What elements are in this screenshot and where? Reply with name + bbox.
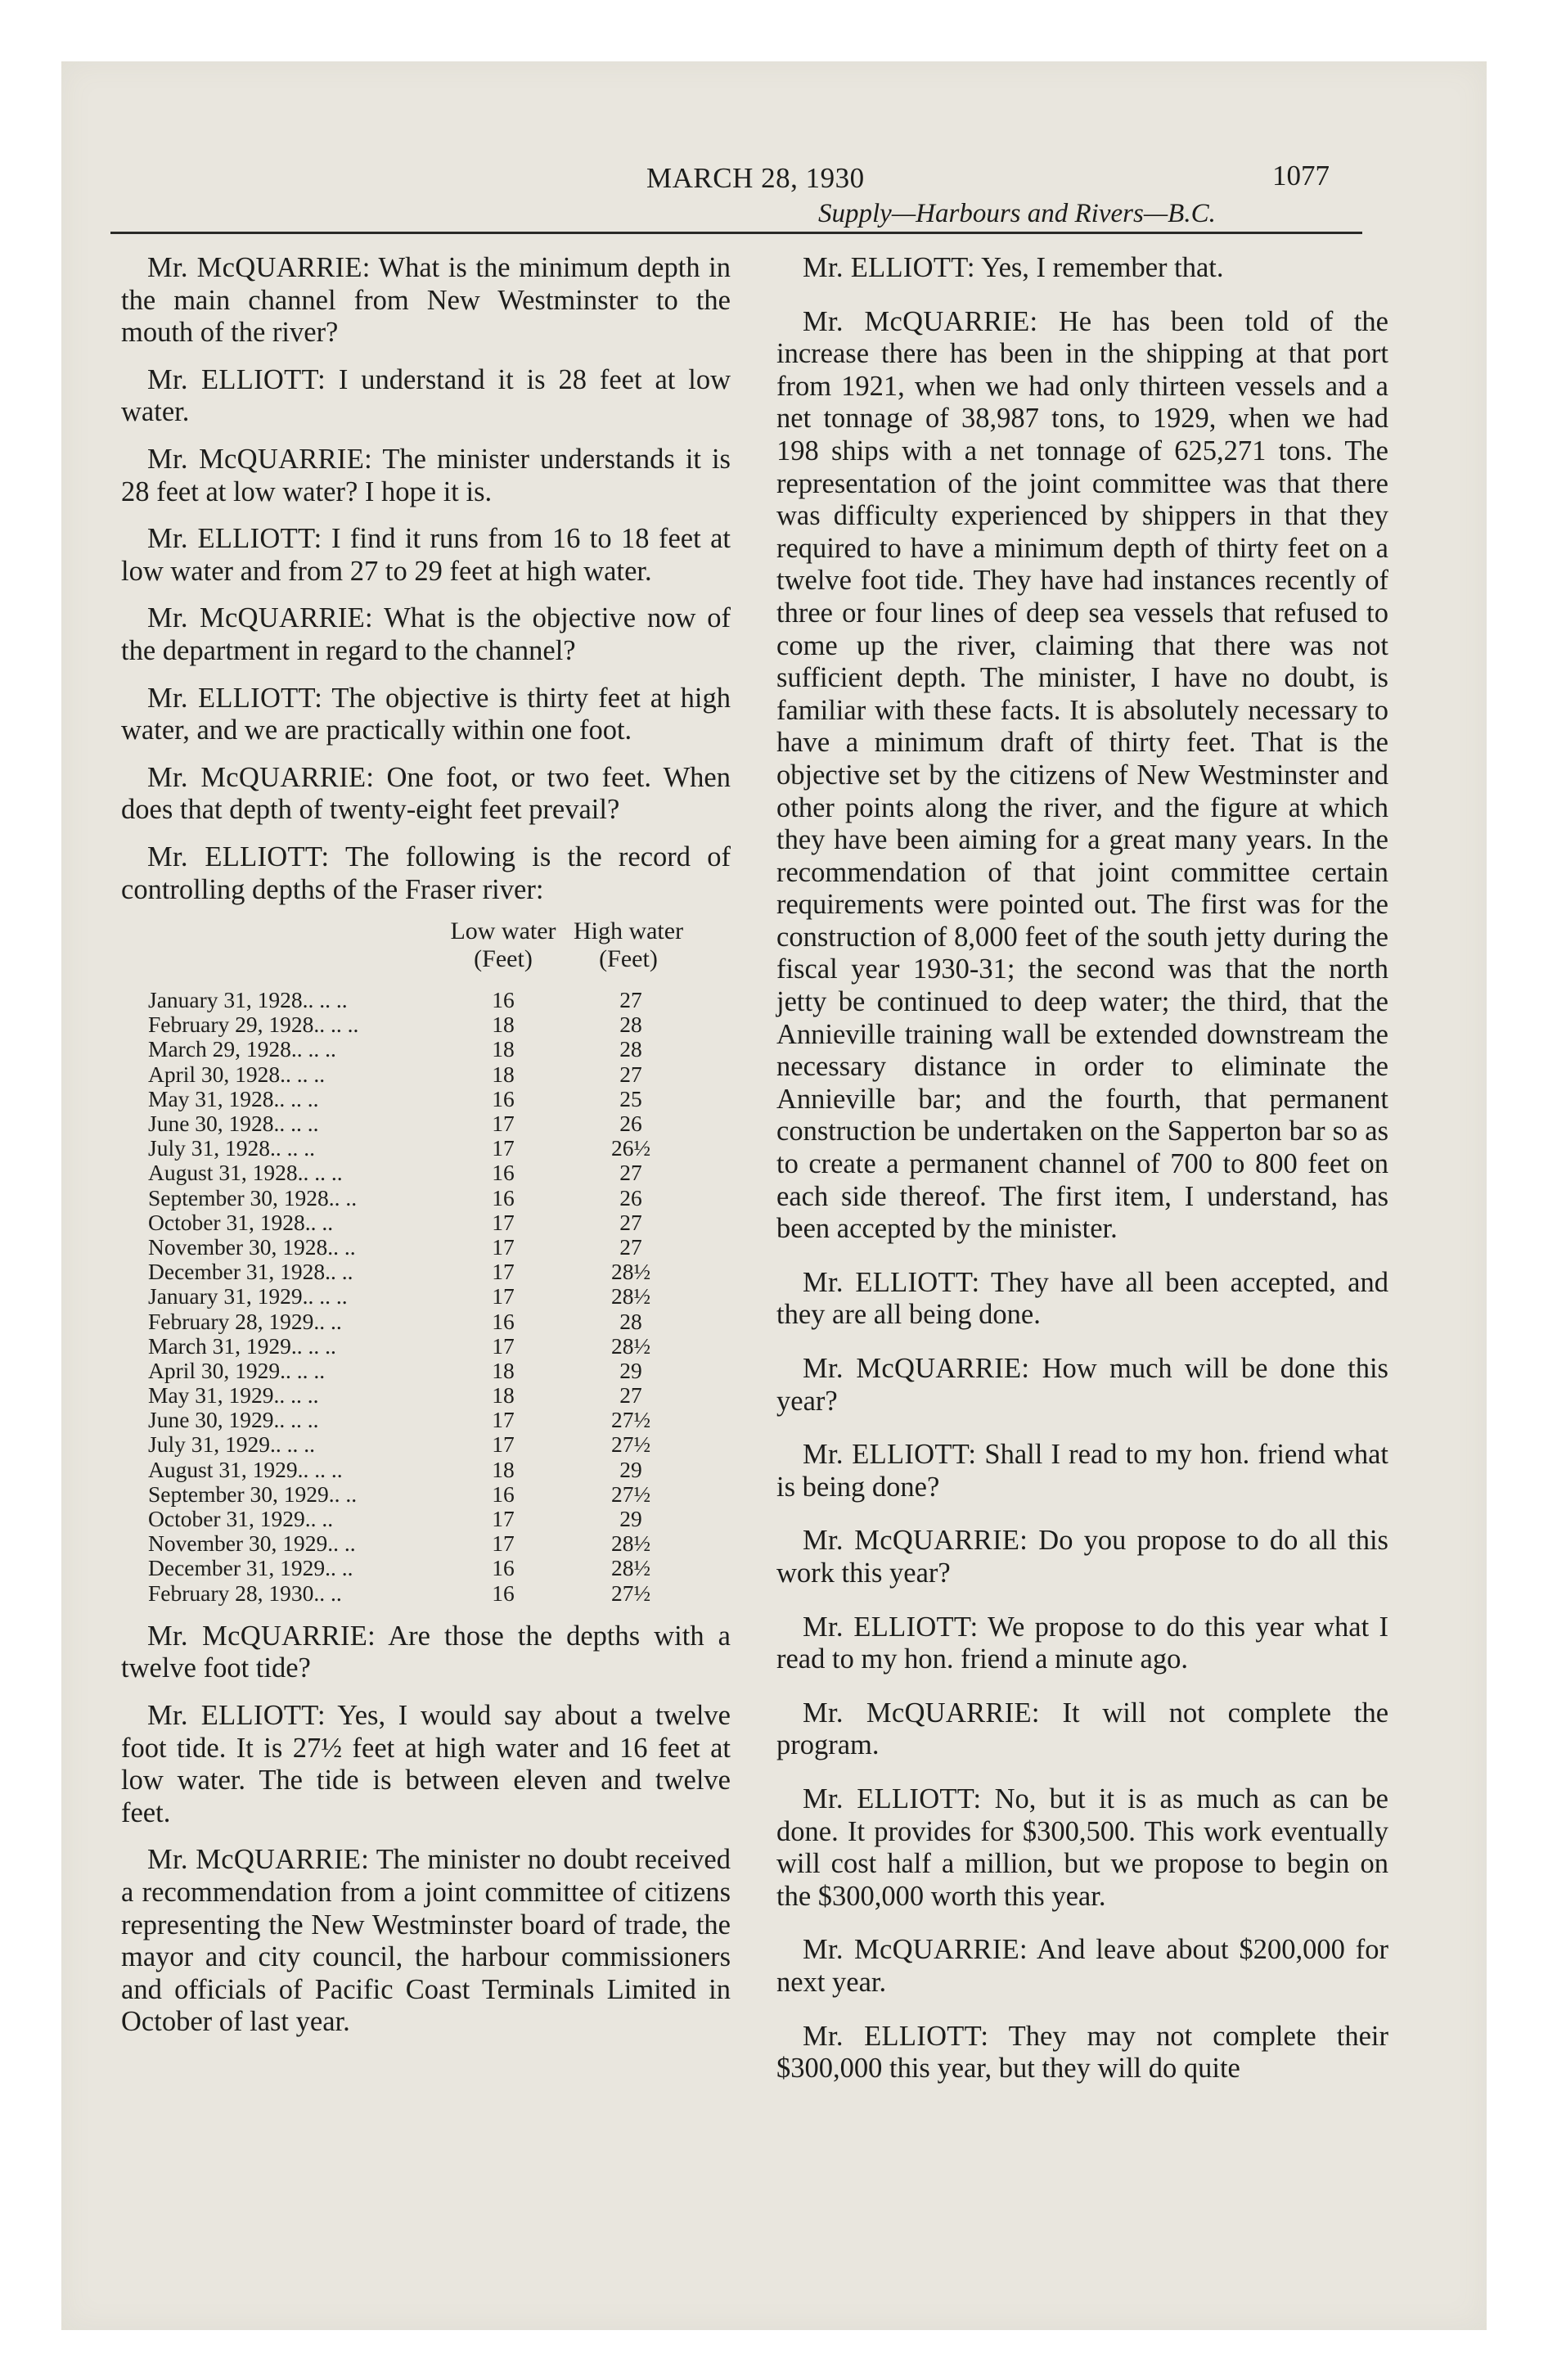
speech-paragraph bbox=[121, 1844, 731, 2039]
speech-text: He has been told of the increase there has been in the shipping at that port from 1921, when we had only thirteen vessels and a net tonnage of 38,987 tons, to 1929, when we had 198 ships with a net tonnage of 625,271 tons. The representation of the joint committee was that there was difficulty experienced by shippers in that they required to have a minimum depth of thirty feet on a twelve foot tide. They have had instances recently of three or four lines of deep sea vessels that refused to come up the river, claiming that there was not sufficient depth. The minister, I have no doubt, is familiar with these facts. It is absolutely necessary to have a minimum draft of thirty feet. That is the objective set by the citizens of New Westminster and other points along the river, and the figure at which they have been aiming for a great many years. In the recommendation of that joint committee certain requirements were pointed out. The first was for the construction of 8,000 feet of the south jetty during the fiscal year 1930-31; the second was that the north jetty be continued to deep water; the third, that the Annieville training wall be extended downstream the necessary distance in order to eliminate the Annieville bar; and the fourth, that permanent construction be undertaken on the Sapperton bar so as to create a permanent channel of 700 to 800 feet on each side thereof. The first item, I understand, has been accepted by the minister. bbox=[776, 305, 1388, 1245]
speech-paragraph bbox=[776, 1525, 1388, 1589]
row-low-water: 16 bbox=[492, 1184, 515, 1210]
row-low-water: 18 bbox=[492, 1061, 515, 1087]
row-low-water: 18 bbox=[492, 1456, 515, 1482]
row-high-water: 26 bbox=[619, 1111, 642, 1137]
row-low-water: 16 bbox=[492, 1308, 515, 1334]
speaker-name: Mr. ELLIOTT: bbox=[147, 841, 330, 872]
row-date: October 31, 1929.. .. bbox=[148, 1506, 334, 1532]
speech-text: I find it runs from 16 to 18 feet at low water and from 27 to 29 feet at high water. bbox=[121, 523, 731, 587]
row-low-water: 17 bbox=[492, 1111, 515, 1137]
row-low-water: 16 bbox=[492, 1085, 515, 1111]
speaker-name: Mr. McQUARRIE: bbox=[803, 1525, 1028, 1557]
table-row bbox=[121, 1359, 731, 1383]
table-row bbox=[121, 1556, 731, 1580]
row-date: September 30, 1928.. .. bbox=[148, 1184, 358, 1210]
speaker-name: Mr. ELLIOTT: bbox=[147, 523, 322, 555]
row-high-water: 27 bbox=[619, 1209, 642, 1235]
row-date: July 31, 1929.. .. .. bbox=[148, 1431, 315, 1458]
row-low-water: 16 bbox=[492, 1555, 515, 1581]
speech-text: What is the objective now of the department in regard to the channel? bbox=[121, 602, 731, 666]
row-low-water: 16 bbox=[492, 987, 515, 1013]
speech-text: Are those the depths with a twelve foot tide? bbox=[121, 1620, 731, 1684]
speech-text: The following is the record of controlling depths of the Fraser river: bbox=[121, 841, 731, 905]
row-low-water: 17 bbox=[492, 1209, 515, 1235]
row-low-water: 17 bbox=[492, 1135, 515, 1161]
row-date: December 31, 1928.. .. bbox=[148, 1259, 353, 1285]
speaker-name: Mr. ELLIOTT: bbox=[803, 252, 975, 283]
row-low-water: 18 bbox=[492, 1012, 515, 1038]
row-high-water: 29 bbox=[619, 1456, 642, 1482]
row-date: November 30, 1929.. .. bbox=[148, 1530, 356, 1557]
table-row bbox=[121, 1581, 731, 1606]
row-low-water: 16 bbox=[492, 1160, 515, 1186]
table-row bbox=[121, 1136, 731, 1161]
speech-paragraph bbox=[776, 1267, 1388, 1332]
table-row bbox=[121, 1012, 731, 1037]
table-row bbox=[121, 1408, 731, 1432]
row-high-water: 28 bbox=[619, 1036, 642, 1062]
speech-paragraph bbox=[776, 1611, 1388, 1676]
speaker-name: Mr. ELLIOTT: bbox=[147, 1699, 326, 1731]
row-high-water: 27 bbox=[619, 987, 642, 1013]
speech-text: The minister no doubt received a recommendation from a joint committee of citizens representing the New Westminster board of trade, the mayor and city council, the harbour commissioners and officials of Pacific Coast Terminals Limited in October of last year. bbox=[121, 1844, 731, 2038]
row-date: August 31, 1929.. .. .. bbox=[148, 1456, 343, 1482]
speaker-name: Mr. ELLIOTT: bbox=[803, 1611, 979, 1643]
speech-paragraph bbox=[776, 1783, 1388, 1913]
table-row bbox=[121, 1235, 731, 1260]
row-high-water: 28½ bbox=[610, 1259, 651, 1285]
table-row bbox=[121, 1284, 731, 1309]
row-date: February 29, 1928.. .. .. bbox=[148, 1012, 359, 1038]
speech-text: What is the minimum depth in the main channel from New Westminster to the mouth of the river? bbox=[121, 252, 731, 349]
row-high-water: 27½ bbox=[610, 1407, 651, 1433]
row-date: December 31, 1929.. .. bbox=[148, 1555, 353, 1581]
row-high-water: 28½ bbox=[610, 1555, 651, 1581]
table-row bbox=[121, 1531, 731, 1556]
speaker-name: Mr. ELLIOTT: bbox=[147, 363, 326, 395]
row-date: February 28, 1929.. .. bbox=[148, 1308, 342, 1334]
speech-text: No, but it is as much as can be done. It provides for $300,500. This work eventually will cost half a million, but we propose to begin on the $300,000 worth this year. bbox=[776, 1783, 1388, 1912]
row-low-water: 18 bbox=[492, 1382, 515, 1409]
speaker-name: Mr. McQUARRIE: bbox=[147, 443, 372, 475]
row-high-water: 25 bbox=[619, 1085, 642, 1111]
row-date: February 28, 1930.. .. bbox=[148, 1580, 342, 1606]
depth-table-header bbox=[121, 917, 731, 985]
speech-paragraph bbox=[121, 1620, 731, 1685]
row-high-water: 26½ bbox=[610, 1135, 651, 1161]
speaker-name: Mr. McQUARRIE: bbox=[147, 761, 375, 793]
row-date: May 31, 1928.. .. .. bbox=[148, 1085, 319, 1111]
row-low-water: 18 bbox=[492, 1357, 515, 1383]
table-row bbox=[121, 1062, 731, 1087]
table-row bbox=[121, 1087, 731, 1111]
row-low-water: 17 bbox=[492, 1530, 515, 1557]
low-water-header: Low water (Feet) bbox=[450, 917, 556, 973]
speech-paragraph bbox=[121, 364, 731, 429]
row-low-water: 17 bbox=[492, 1332, 515, 1359]
speech-paragraph bbox=[121, 602, 731, 667]
speech-text: It will not complete the program. bbox=[776, 1697, 1389, 1761]
row-low-water: 17 bbox=[492, 1283, 515, 1309]
row-high-water: 28 bbox=[619, 1012, 642, 1038]
left-column bbox=[121, 252, 731, 2053]
row-high-water: 27 bbox=[619, 1233, 642, 1260]
row-date: January 31, 1928.. .. .. bbox=[148, 987, 348, 1013]
row-date: October 31, 1928.. .. bbox=[148, 1209, 334, 1235]
header-date: MARCH 28, 1930 bbox=[646, 162, 865, 194]
speaker-name: Mr. ELLIOTT: bbox=[803, 1783, 982, 1814]
row-high-water: 28½ bbox=[610, 1283, 651, 1309]
row-high-water: 29 bbox=[619, 1357, 642, 1383]
row-low-water: 16 bbox=[492, 1580, 515, 1606]
row-high-water: 26 bbox=[619, 1184, 642, 1210]
row-high-water: 27½ bbox=[610, 1481, 651, 1507]
table-row bbox=[121, 1458, 731, 1482]
speaker-name: Mr. McQUARRIE: bbox=[803, 1353, 1030, 1384]
row-date: June 30, 1928.. .. .. bbox=[148, 1111, 319, 1137]
speech-paragraph bbox=[121, 841, 731, 906]
speech-text: One foot, or two feet. When does that depth of twenty-eight feet prevail? bbox=[121, 761, 731, 826]
row-low-water: 17 bbox=[492, 1407, 515, 1433]
speaker-name: Mr. McQUARRIE: bbox=[147, 1844, 370, 1876]
speech-text: Do you propose to do all this work this year? bbox=[776, 1525, 1388, 1589]
speech-text: Yes, I would say about a twelve foot tide. It is 27½ feet at high water and 16 feet at low water. The tide is between eleven and twelve feet. bbox=[121, 1699, 731, 1828]
speech-paragraph bbox=[121, 252, 731, 349]
row-low-water: 17 bbox=[492, 1431, 515, 1458]
depth-table bbox=[121, 988, 731, 1606]
row-date: November 30, 1928.. .. bbox=[148, 1233, 356, 1260]
row-high-water: 29 bbox=[619, 1506, 642, 1532]
table-row bbox=[121, 1037, 731, 1062]
row-low-water: 17 bbox=[492, 1233, 515, 1260]
row-high-water: 27 bbox=[619, 1061, 642, 1087]
speech-paragraph bbox=[776, 252, 1388, 285]
table-row bbox=[121, 1260, 731, 1284]
speech-paragraph bbox=[121, 523, 731, 588]
row-high-water: 28½ bbox=[610, 1530, 651, 1557]
row-date: March 29, 1928.. .. .. bbox=[148, 1036, 336, 1062]
row-high-water: 28½ bbox=[610, 1332, 651, 1359]
row-date: January 31, 1929.. .. .. bbox=[148, 1283, 348, 1309]
row-high-water: 27½ bbox=[610, 1580, 651, 1606]
left-paragraphs-before-table bbox=[121, 252, 731, 906]
row-high-water: 27 bbox=[619, 1160, 642, 1186]
high-water-header: High water (Feet) bbox=[573, 917, 684, 973]
row-date: June 30, 1929.. .. .. bbox=[148, 1407, 319, 1433]
speech-text: And leave about $200,000 for next year. bbox=[776, 1934, 1388, 1998]
speech-text: The minister understands it is 28 feet at low water? I hope it is. bbox=[121, 443, 731, 507]
speaker-name: Mr. McQUARRIE: bbox=[147, 1620, 376, 1652]
row-high-water: 27½ bbox=[610, 1431, 651, 1458]
speech-text: Shall I read to my hon. friend what is being done? bbox=[776, 1439, 1388, 1503]
speech-paragraph bbox=[121, 1700, 731, 1829]
table-row bbox=[121, 1334, 731, 1359]
speech-paragraph bbox=[121, 683, 731, 747]
speaker-name: Mr. McQUARRIE: bbox=[803, 1697, 1040, 1729]
speech-paragraph bbox=[776, 1934, 1388, 1999]
speech-paragraph bbox=[121, 444, 731, 508]
speaker-name: Mr. McQUARRIE: bbox=[803, 305, 1038, 337]
row-date: September 30, 1929.. .. bbox=[148, 1481, 358, 1507]
speech-text: I understand it is 28 feet at low water. bbox=[121, 363, 731, 428]
row-low-water: 18 bbox=[492, 1036, 515, 1062]
row-date: July 31, 1928.. .. .. bbox=[148, 1135, 315, 1161]
speech-paragraph bbox=[776, 2021, 1388, 2085]
speaker-name: Mr. ELLIOTT: bbox=[147, 682, 323, 714]
row-date: May 31, 1929.. .. .. bbox=[148, 1382, 319, 1409]
table-row bbox=[121, 1186, 731, 1210]
speaker-name: Mr. ELLIOTT: bbox=[803, 1439, 977, 1471]
speaker-name: Mr. McQUARRIE: bbox=[803, 1934, 1028, 1966]
table-row bbox=[121, 1383, 731, 1408]
speaker-name: Mr. ELLIOTT: bbox=[803, 2020, 989, 2052]
table-row bbox=[121, 1432, 731, 1457]
table-row bbox=[121, 1507, 731, 1531]
row-low-water: 17 bbox=[492, 1259, 515, 1285]
speech-paragraph bbox=[776, 1697, 1388, 1762]
speech-text: They have all been accepted, and they are all being done. bbox=[776, 1266, 1388, 1331]
row-low-water: 16 bbox=[492, 1481, 515, 1507]
table-row bbox=[121, 1111, 731, 1136]
header-rule bbox=[110, 232, 1362, 234]
speaker-name: Mr. McQUARRIE: bbox=[147, 602, 373, 634]
table-row bbox=[121, 1482, 731, 1507]
speech-paragraph bbox=[121, 762, 731, 827]
speech-paragraph bbox=[776, 306, 1388, 1246]
row-date: April 30, 1928.. .. .. bbox=[148, 1061, 326, 1087]
row-high-water: 27 bbox=[619, 1382, 642, 1409]
page-number: 1077 bbox=[1272, 160, 1330, 192]
speech-text: How much will be done this year? bbox=[776, 1353, 1388, 1417]
row-high-water: 28 bbox=[619, 1308, 642, 1334]
speech-text: They may not complete their $300,000 this year, but they will do quite bbox=[776, 2020, 1388, 2085]
speech-text: The objective is thirty feet at high water, and we are practically within one foot. bbox=[121, 682, 731, 746]
row-date: April 30, 1929.. .. .. bbox=[148, 1357, 326, 1383]
right-column bbox=[776, 252, 1388, 2107]
left-paragraphs-after-table bbox=[121, 1620, 731, 2039]
row-date: March 31, 1929.. .. .. bbox=[148, 1332, 336, 1359]
row-date: August 31, 1928.. .. .. bbox=[148, 1160, 343, 1186]
speaker-name: Mr. McQUARRIE: bbox=[147, 252, 371, 283]
speech-text: We propose to do this year what I read to my hon. friend a minute ago. bbox=[776, 1611, 1388, 1675]
table-row bbox=[121, 1210, 731, 1235]
speech-paragraph bbox=[776, 1353, 1388, 1418]
table-row bbox=[121, 1309, 731, 1334]
table-row bbox=[121, 988, 731, 1012]
table-row bbox=[121, 1161, 731, 1185]
speech-paragraph bbox=[776, 1439, 1388, 1503]
row-low-water: 17 bbox=[492, 1506, 515, 1532]
header-subtitle: Supply—Harbours and Rivers—B.C. bbox=[818, 199, 1216, 228]
speaker-name: Mr. ELLIOTT: bbox=[803, 1266, 980, 1298]
speech-text: Yes, I remember that. bbox=[974, 252, 1224, 283]
